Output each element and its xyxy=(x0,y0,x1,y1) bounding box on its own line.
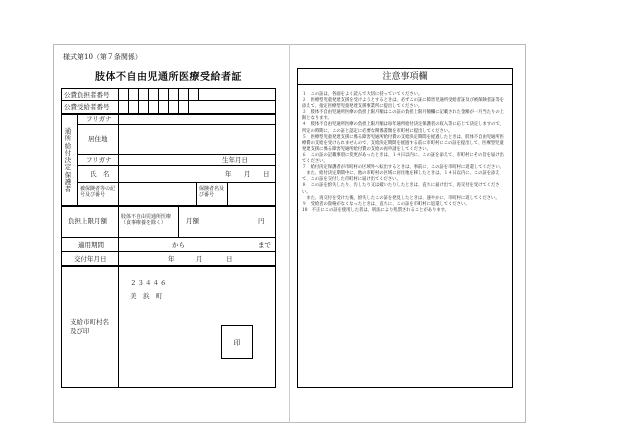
note-item: また、再交付を受けた後、紛失したこの証を発見したときは、速やかに、市町村に返してください。 xyxy=(302,195,500,201)
note-item: ３ 肢体不自由児通所医療の負担上限月額はこの証の負担上限月額欄に記載された金額が一月当たりの上限となります。 xyxy=(302,110,504,122)
digit-divider xyxy=(128,88,129,113)
rule xyxy=(77,182,276,183)
note-item: ６ この証の記載事項に変更があったときは、１４日以内に、この証を添えて、市町村にその旨を届け出てください。 xyxy=(302,152,504,165)
period-label: 適用期間 xyxy=(78,241,104,249)
municipality-label: 支給市町村名及び印 xyxy=(70,318,109,335)
rule xyxy=(118,88,119,113)
digit-divider xyxy=(168,88,169,113)
rule xyxy=(118,113,119,265)
rule xyxy=(61,251,276,252)
name-label: 氏 名 xyxy=(90,170,110,178)
month-label: 月 xyxy=(244,170,251,178)
limit-label: 負担上限月額 xyxy=(68,217,107,225)
digit-divider xyxy=(198,88,199,100)
note-item: 10 不正にこの証を使用した者は、刑法により処罰されることがあります。 xyxy=(302,207,449,213)
municipality-code: ２３４４６ xyxy=(130,279,168,287)
guardian-group-label: 通所給付決定保護者 xyxy=(64,127,72,194)
address-label: 居住地 xyxy=(88,135,108,143)
rule xyxy=(196,182,197,205)
day-label: 日 xyxy=(263,170,270,178)
digit-divider xyxy=(188,88,189,113)
rule xyxy=(61,237,276,238)
yen-label: 円 xyxy=(258,217,265,225)
child-furigana-label: フリガナ xyxy=(86,156,112,164)
until-label: まで xyxy=(258,241,271,249)
issue-day-label: 日 xyxy=(226,255,233,263)
form-number: 様式第10（第７条関係） xyxy=(63,53,142,61)
rule xyxy=(178,205,179,237)
from-label: から xyxy=(172,241,185,249)
digit-divider xyxy=(138,88,139,113)
note-item: ２ 医療型児童発達支援を受けようとするときは、必ずこの証に障害児通所受給者証及び被保険者証等を添えて、指定医療型児童発達支援事業所に提出してください。 xyxy=(302,98,504,110)
note-item: また、給付決定期間中に、他の市町村の区域に居住地を移したときは、１４日以内に、この証を添えて、この証を交付した市町村に届け出てください。 xyxy=(302,171,500,183)
insurer-label: 保険者名及び番号 xyxy=(199,186,225,198)
issue-month-label: 月 xyxy=(196,255,203,263)
year-label: 年 xyxy=(225,170,232,178)
notes-title: 注意事項欄 xyxy=(297,68,513,85)
public-payer-label: 公費負担者番号 xyxy=(64,91,110,99)
issue-year-label: 年 xyxy=(168,255,175,263)
rule xyxy=(77,124,276,125)
digit-divider xyxy=(178,88,179,113)
note-item: ５ 医療型児童発達支援に係る障害児通所給付費の支給決定期間を経過したときは、肢体不自由児通所医療費の支給を受けられませんので、支給決定期間を経過する前に市町村にこの証を提出して、医療型児童発達支援に係る障害児通所給付費の支給の再申請をしてください。 xyxy=(302,134,504,152)
note-item: ７ 給付決定保護者が市町村の区域外へ転出するときは、事前に、この証を市町村に返還してください。 xyxy=(302,165,504,171)
furigana-label: フリガナ xyxy=(86,115,112,123)
note-item: ４ 肢体不自由児通所医療の負担上限月額は毎年通所給付決定保護者の収入等に応じて決定しますので、所定の時期に、この証と認定に必要な関係書類を市町村に提出してください。 xyxy=(302,122,504,134)
insured-number-label: 被保険者等の記号及び番号 xyxy=(80,186,116,198)
note-item: １ この証は、各面をよく読んで大切に持っていてください。 xyxy=(302,92,423,97)
note-item: ８ この証を紛失したり、汚したり又は破いたりしたときは、直ちに届け出て、再交付を受けてください。 xyxy=(302,183,500,195)
rule xyxy=(118,265,119,388)
rule xyxy=(61,205,276,207)
fold-line xyxy=(289,44,290,423)
note-item: ９ 受給者の資格がなくなったときは、直ちに、この証を市町村に返還してください。 xyxy=(302,201,470,207)
certificate-title: 肢体不自由児通所医療受給者証 xyxy=(95,72,242,83)
digit-divider xyxy=(158,88,159,113)
monthly-label: 月額 xyxy=(186,217,199,225)
birthdate-label: 生年月日 xyxy=(222,156,248,164)
rule xyxy=(61,265,276,267)
rule xyxy=(77,113,78,205)
rule xyxy=(77,154,276,155)
rule xyxy=(77,165,276,166)
recipient-number-label: 公費受給者番号 xyxy=(64,103,110,111)
seal-box: 印 xyxy=(221,325,253,359)
notes-body xyxy=(302,92,508,214)
municipality-name: 美 浜 町 xyxy=(130,292,163,300)
rule xyxy=(227,182,228,205)
digit-divider xyxy=(148,88,149,113)
limit-note: 肢体不自由児通所医療（食事療養を除く） xyxy=(121,214,172,226)
issue-date-label: 交付年月日 xyxy=(74,255,107,263)
